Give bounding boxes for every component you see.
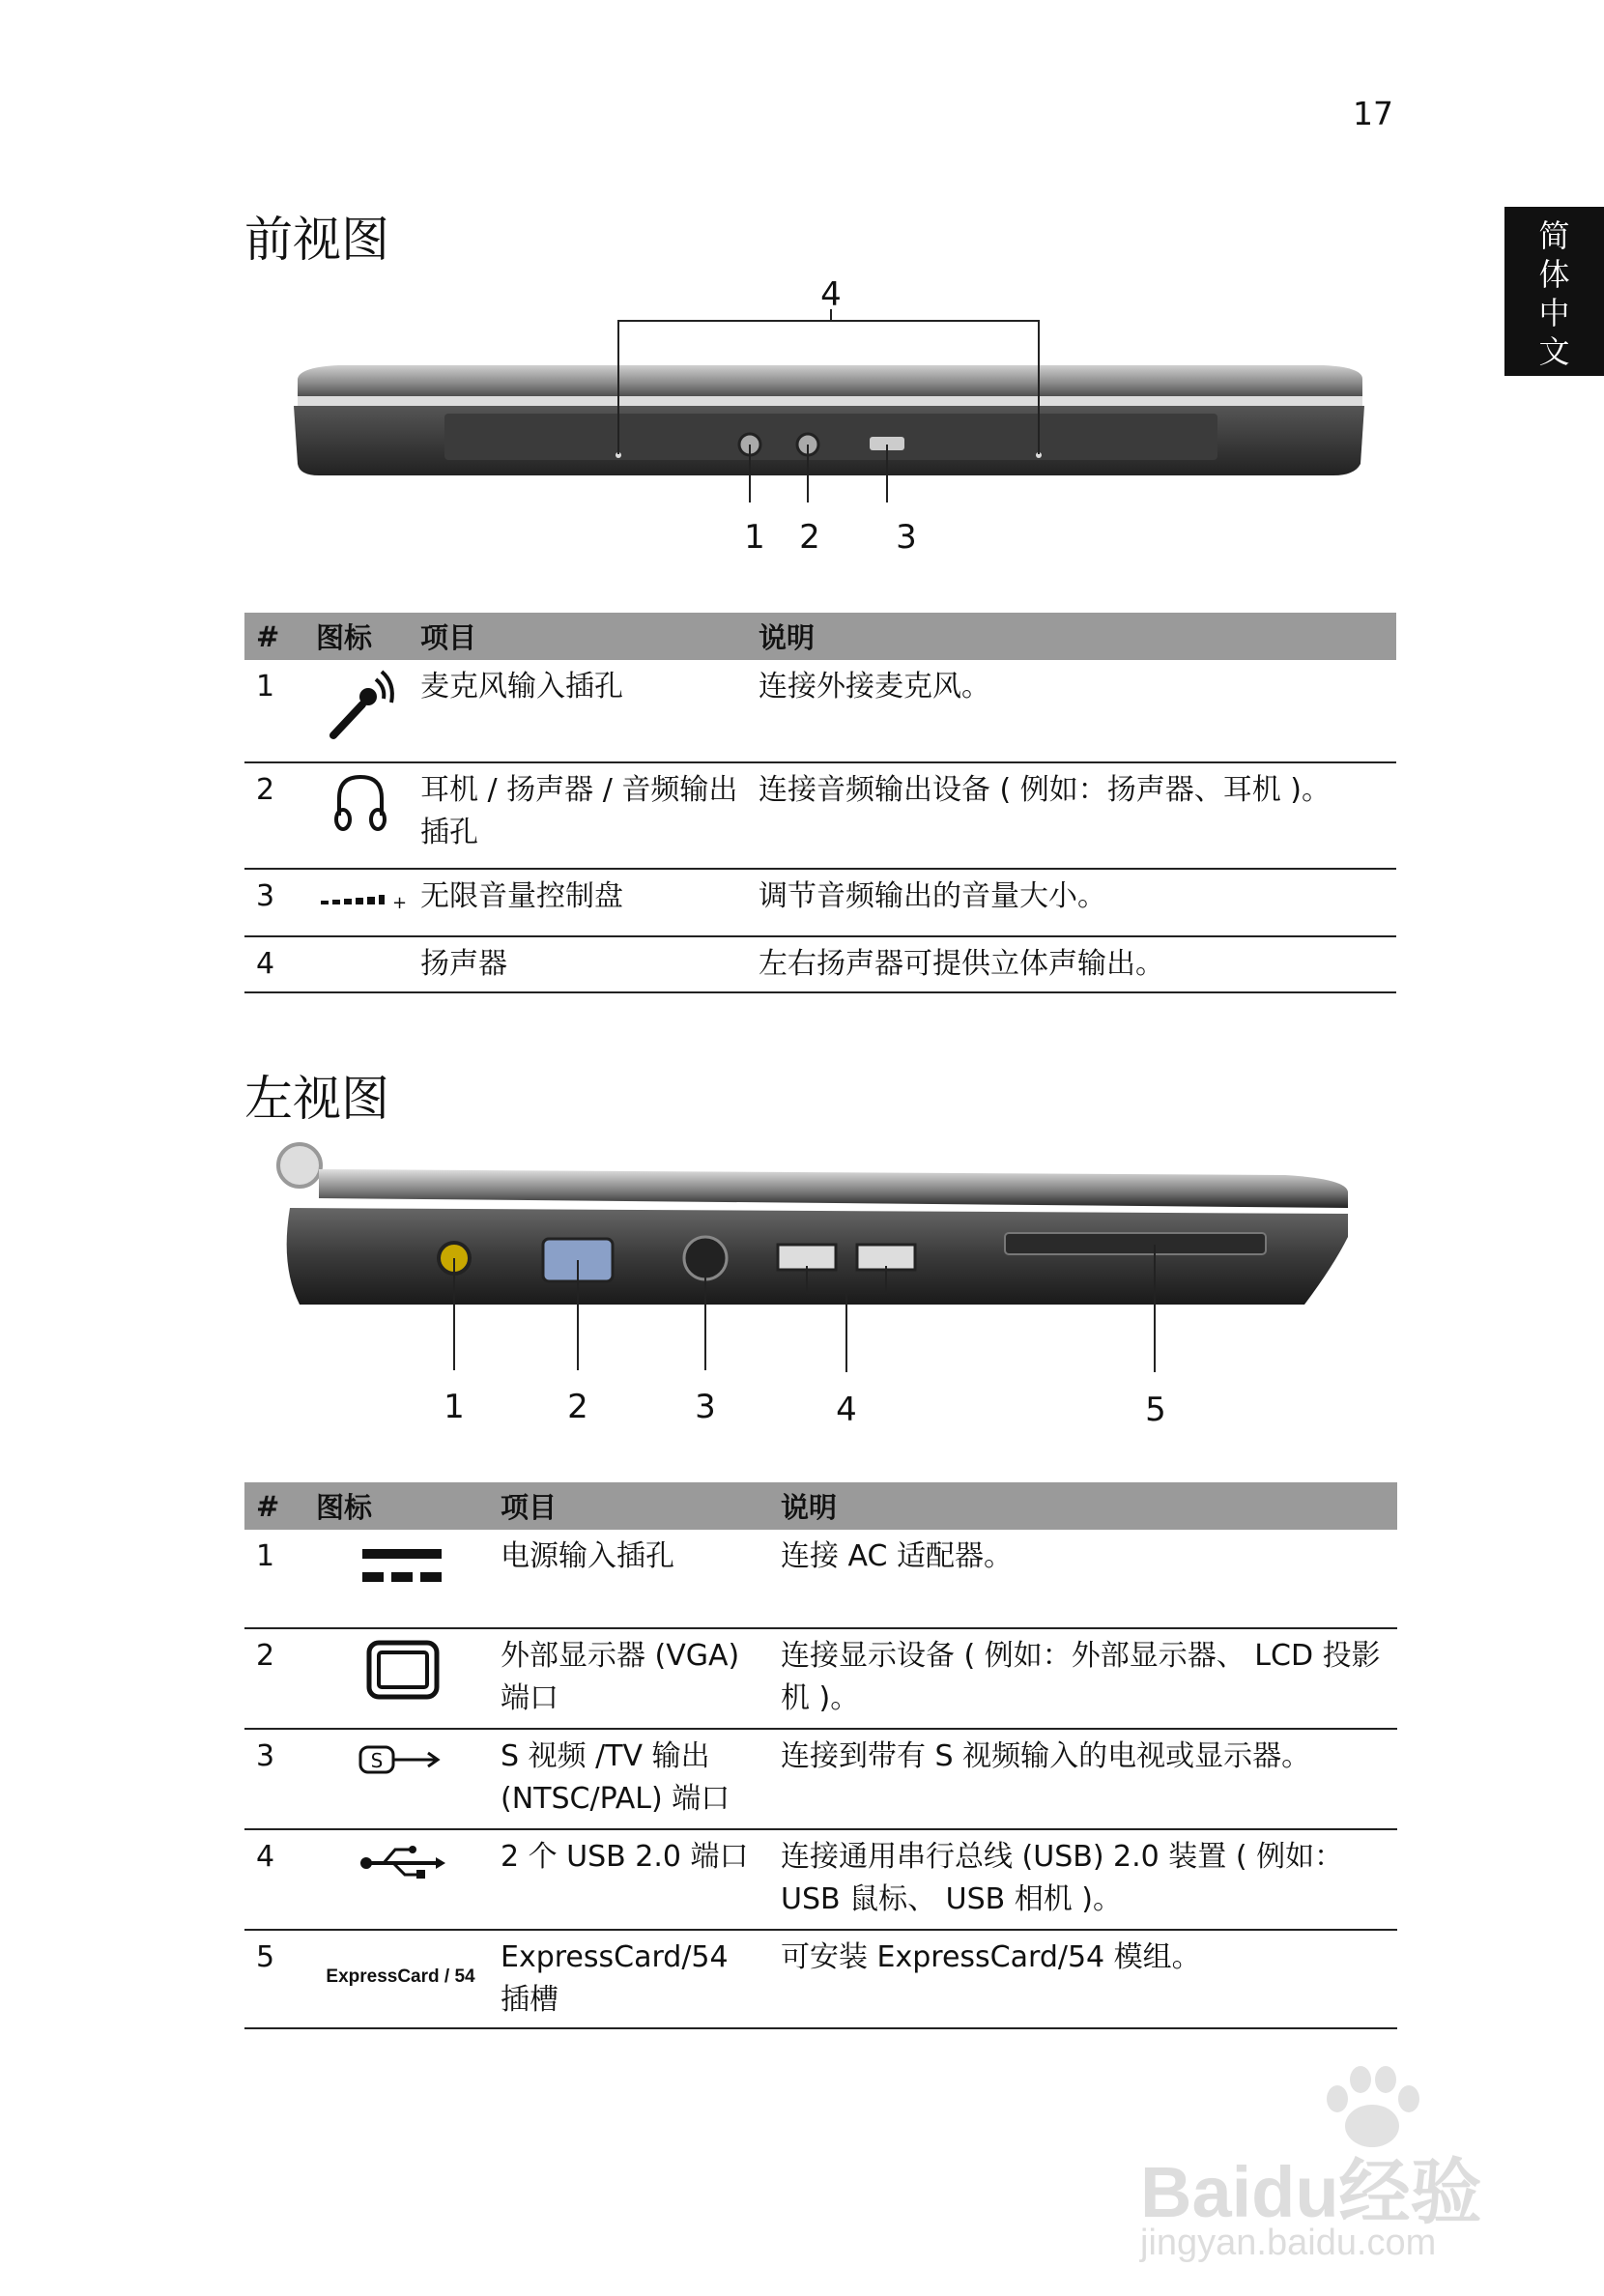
row-number: 1 xyxy=(244,1530,308,1628)
table-row xyxy=(244,1930,1397,2028)
front-callout-3: 3 xyxy=(896,518,917,557)
language-tab xyxy=(1504,207,1604,376)
left-view-illustration xyxy=(261,1131,1382,1440)
language-tab-char: 体 xyxy=(1538,256,1570,293)
row-description: 可安装 ExpressCard/54 模组。 xyxy=(773,1930,1397,2028)
page-number: 17 xyxy=(1353,95,1393,132)
microphone-icon xyxy=(322,666,399,743)
row-number: 2 xyxy=(244,1628,308,1729)
row-description: 连接通用串行总线 (USB) 2.0 装置 ( 例如：USB 鼠标、 USB 相机 )。 xyxy=(773,1829,1397,1930)
left-callout-1: 1 xyxy=(444,1388,465,1426)
row-item: 扬声器 xyxy=(413,936,751,992)
volume-dial-icon xyxy=(317,875,408,914)
table-row xyxy=(244,1628,1397,1729)
row-description: 连接 AC 适配器。 xyxy=(773,1530,1397,1628)
front-callout-1: 1 xyxy=(744,518,765,557)
row-item: 外部显示器 (VGA) 端口 xyxy=(493,1628,773,1729)
table-row xyxy=(244,1829,1397,1930)
language-tab-char: 中 xyxy=(1538,295,1570,331)
row-item: 无限音量控制盘 xyxy=(413,869,751,936)
row-number: 2 xyxy=(244,762,308,869)
column-header-item: 项目 xyxy=(493,1482,773,1530)
front-callout-4: 4 xyxy=(820,275,842,314)
row-number: 3 xyxy=(244,869,308,936)
front-view-table xyxy=(244,613,1396,993)
laptop-lid xyxy=(298,365,1362,401)
svg-text:+: + xyxy=(392,893,408,913)
row-description: 连接显示设备 ( 例如：外部显示器、 LCD 投影机 )。 xyxy=(773,1628,1397,1729)
row-number: 5 xyxy=(244,1930,308,2028)
expresscard-icon: ExpressCard / 54 xyxy=(326,1966,475,1987)
column-header-number: # xyxy=(244,613,308,660)
column-header-number: # xyxy=(244,1482,308,1530)
svg-text:S: S xyxy=(370,1749,383,1772)
left-callout-4: 4 xyxy=(836,1391,857,1429)
row-item: 电源输入插孔 xyxy=(493,1530,773,1628)
row-number: 3 xyxy=(244,1729,308,1829)
row-item: 2 个 USB 2.0 端口 xyxy=(493,1829,773,1930)
left-callout-5: 5 xyxy=(1145,1391,1166,1429)
row-description: 连接外接麦克风。 xyxy=(751,660,1396,762)
watermark-url: jingyan.baidu.com xyxy=(1140,2223,1437,2263)
left-callout-2: 2 xyxy=(567,1388,588,1426)
expresscard-slot xyxy=(1005,1233,1266,1254)
column-header-description: 说明 xyxy=(773,1482,1397,1530)
row-description: 连接音频输出设备 ( 例如：扬声器、耳机 )。 xyxy=(751,762,1396,869)
row-item: 麦克风输入插孔 xyxy=(413,660,751,762)
row-description: 左右扬声器可提供立体声输出。 xyxy=(751,936,1396,992)
row-description: 连接到带有 S 视频输入的电视或显示器。 xyxy=(773,1729,1397,1829)
row-item: 耳机 / 扬声器 / 音频输出插孔 xyxy=(413,762,751,869)
watermark xyxy=(1140,2058,1546,2271)
front-callout-2: 2 xyxy=(799,518,820,557)
language-tab-char: 简 xyxy=(1538,217,1570,254)
row-number: 1 xyxy=(244,660,308,762)
front-view-illustration xyxy=(280,271,1382,560)
table-row xyxy=(244,936,1396,992)
row-number: 4 xyxy=(244,936,308,992)
table-row xyxy=(244,1729,1397,1829)
vga-monitor-icon xyxy=(358,1635,444,1703)
watermark-brand: Baidu经验 xyxy=(1140,2152,1482,2232)
table-row xyxy=(244,762,1396,869)
column-header-description: 说明 xyxy=(751,613,1396,660)
usb-icon xyxy=(353,1836,449,1884)
language-tab-char: 文 xyxy=(1538,333,1570,370)
row-item: S 视频 /TV 输出 (NTSC/PAL) 端口 xyxy=(493,1729,773,1829)
column-header-item: 项目 xyxy=(413,613,751,660)
table-row xyxy=(244,1530,1397,1628)
table-row xyxy=(244,869,1396,936)
column-header-icon: 图标 xyxy=(308,1482,493,1530)
row-item: ExpressCard/54 插槽 xyxy=(493,1930,773,2028)
headphones-icon xyxy=(329,769,391,837)
dc-power-icon xyxy=(353,1535,449,1593)
front-view-heading: 前视图 xyxy=(244,212,389,268)
column-header-icon: 图标 xyxy=(308,613,413,660)
left-view-heading: 左视图 xyxy=(244,1071,389,1127)
s-video-icon xyxy=(353,1736,449,1784)
left-view-table xyxy=(244,1482,1397,2029)
row-description: 调节音频输出的音量大小。 xyxy=(751,869,1396,936)
table-row xyxy=(244,660,1396,762)
row-number: 4 xyxy=(244,1829,308,1930)
left-callout-3: 3 xyxy=(695,1388,716,1426)
laptop-lid xyxy=(319,1169,1348,1208)
